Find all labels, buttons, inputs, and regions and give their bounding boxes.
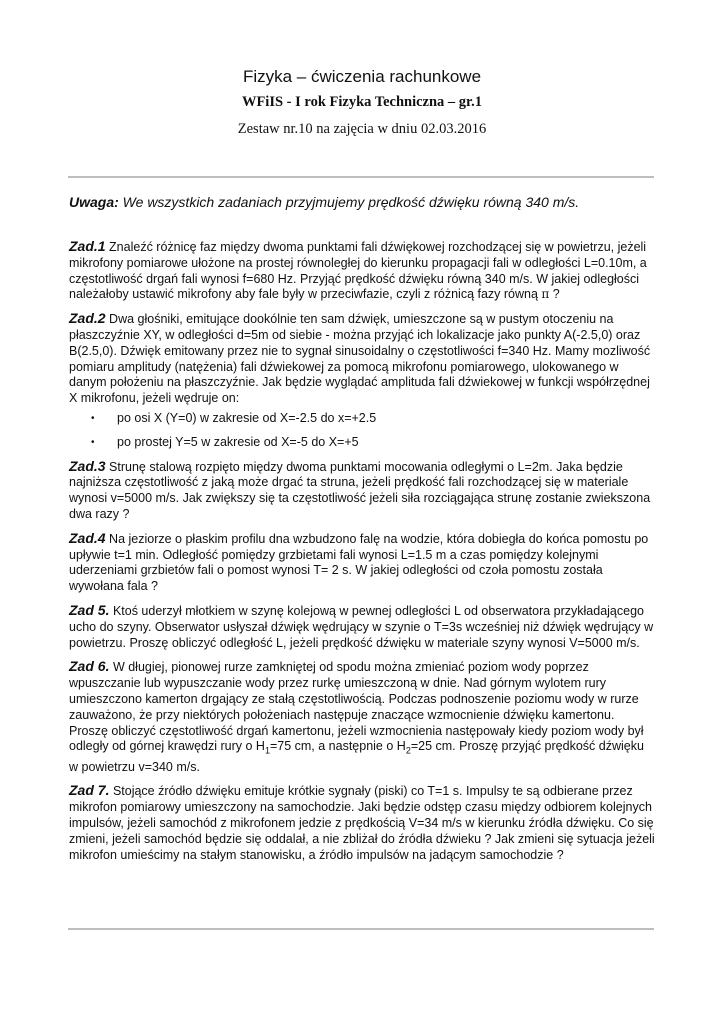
- problem-3: [69, 459, 655, 523]
- problem-1-end: ?: [549, 287, 560, 302]
- problem-4: [69, 531, 655, 595]
- problem-2: [69, 311, 655, 407]
- bullet-text: po osi X (Y=0) w zakresie od X=-2.5 do x=+2.5: [117, 410, 377, 425]
- problem-5-label: Zad 5.: [69, 601, 110, 618]
- top-divider: [68, 176, 654, 178]
- problem-1: [69, 239, 655, 303]
- list-item: [91, 411, 655, 427]
- pi-symbol: π: [541, 287, 550, 302]
- subscript-1: 1: [264, 745, 270, 756]
- page-title: Fizyka – ćwiczenia rachunkowe: [242, 67, 482, 86]
- list-item: [91, 435, 655, 451]
- bottom-divider: [68, 928, 654, 930]
- general-note: [69, 193, 655, 211]
- bullet-icon: •: [91, 436, 95, 448]
- problem-3-text: Strunę stalową rozpięto między dwoma punktami mocowania odległymi o L=2m. Jaka będzie najniższa częstotliwość z jaką może drgać ta struna, jeżeli prędkość fali rozchodzącej się w materiale wynosi v=5000 m/s. Jak zwiększy się ta częstotliwość jeżeli siła rozciągająca strunę zostanie zwiekszona dwa razy ?: [69, 459, 651, 521]
- problem-6-label: Zad 6.: [69, 658, 110, 675]
- problem-1-text: Znaleźć różnicę faz między dwoma punktami fali dźwiękowej rozchodzącej się w powietrzu, jeżeli mikrofony pomiarowe ułożone na prostej równoległej do kierunku propagacji fali w odległości L=0.10m, a częstotliwość drgań fali wynosi f=680 Hz. Przyjąć prędkość dźwięku równą 340 m/s. W jakiej odległości należałoby ustawić mikrofony aby fale były w przeciwfazie, czyli z różnicą fazy równą: [69, 240, 647, 302]
- problem-2-bullets: [69, 411, 655, 451]
- problem-5-text: Ktoś uderzył młotkiem w szynę kolejową w pewnej odległości L od obserwatora przykładającego ucho do szyny. Obserwator usłyszał dźwięk wędrujący w szynie o T=3s wcześniej niż dźwięk wędrujący w powietrzu. Proszę obliczyć odległość L, jeżeli prędkość dźwięku w materiale szyny wynosi V=5000 m/s.: [69, 603, 654, 650]
- problem-4-label: Zad.4: [69, 529, 106, 546]
- subscript-2: 2: [405, 745, 411, 756]
- bullet-icon: •: [91, 412, 95, 424]
- problem-3-label: Zad.3: [69, 457, 106, 474]
- problem-6: [69, 659, 655, 775]
- problem-1-label: Zad.1: [69, 238, 106, 254]
- problem-4-text: Na jeziorze o płaskim profilu dna wzbudzono falę na wodzie, która dobiegła do końca pomostu po upływie t=1 min. Odległość pomiędzy grzbietami fali wynosi L=1.5 m a czas pomiędzy kolejnymi uderzeniami grzbietów fali o pomost wynosi T= 2 s. W jakiej odległości od czoła pomostu została wywołana fala ?: [69, 531, 649, 594]
- note-text: We wszystkich zadaniach przyjmujemy prędkość dźwięku równą 340 m/s.: [118, 194, 580, 210]
- document-header: [0, 66, 724, 139]
- document-body: [69, 193, 655, 871]
- problem-5: [69, 603, 655, 651]
- note-label: Uwaga:: [69, 194, 119, 210]
- set-date: Zestaw nr.10 na zajęcia w dniu 02.03.2016: [237, 121, 487, 137]
- problem-7: [69, 783, 655, 863]
- problem-6-text-b: =75 cm, a następnie o H: [269, 739, 406, 754]
- problem-7-label: Zad 7.: [69, 782, 110, 799]
- problem-2-text: Dwa głośniki, emitujące dookólnie ten sam dźwięk, umieszczone są w pustym otoczeniu na płaszczyźnie XY, w odległości d=5m od siebie - można przyjąć ich lokalizacje jako punkty A(-2.5,0) oraz B(2.5,0). Dźwięk emitowany przez nie to sygnał sinusoidalny o częstotliwości f=340 Hz. Mamy mozliwość pomiaru amplitudy (natężenia) fali dźwiekowej za pomocą mikrofonu pomiarowego, ulokowanego w danym położeniu na płaszczyźnie. Jak będzie wyglądać amplituda fali dźwiekowej w funkcji współrzędnej X mikrofonu, jeżeli wędruje on:: [69, 312, 651, 406]
- bullet-text: po prostej Y=5 w zakresie od X=-5 do X=+5: [117, 434, 359, 449]
- problem-2-label: Zad.2: [69, 310, 106, 327]
- course-subtitle: WFiIS - I rok Fizyka Techniczna – gr.1: [241, 94, 483, 110]
- problem-6-text-c: =25 cm. Proszę przyjąć prędkość dźwięku w powietrzu v=340 m/s.: [69, 739, 644, 774]
- problem-7-text: Stojące źródło dźwięku emituje krótkie sygnały (piski) co T=1 s. Impulsy te są odbierane przez mikrofon pomiarowy umieszczony na samochodzie. Jaki będzie odstęp czasu między odbiorem kolejnych impulsów, jeżeli samochód z mikrofonem jedzie z prędkością V=34 m/s w kierunku źródła dźwięku. Co się zmieni, jeżeli samochód będzie się oddalał, a nie zbliżał do źródła dźwieku ? Jak zmieni się sytuacja jeżeli mikrofon umieścimy na stałym stanowisku, a źródło impulsów na jadącym samochodzie ?: [69, 784, 655, 862]
- problem-6-text-a: W długiej, pionowej rurze zamkniętej od spodu można zmieniać poziom wody poprzez wpuszczanie lub wypuszczanie wody przez rurkę umieszczoną w dnie. Nad górnym wylotem rury umieszczono kamerton drgający ze stałą częstotliwością. Podczas podnoszenie poziomu wody w rurze zauważono, że przy niektórych położeniach następuje znaczące wzmocnienie dźwięku kamertonu. Proszę obliczyć częstotliwość drgań kamertonu, jeżeli wzmocnienia następowały kiedy poziom wody był odległy od górnej krawędzi rury o H: [69, 660, 644, 754]
